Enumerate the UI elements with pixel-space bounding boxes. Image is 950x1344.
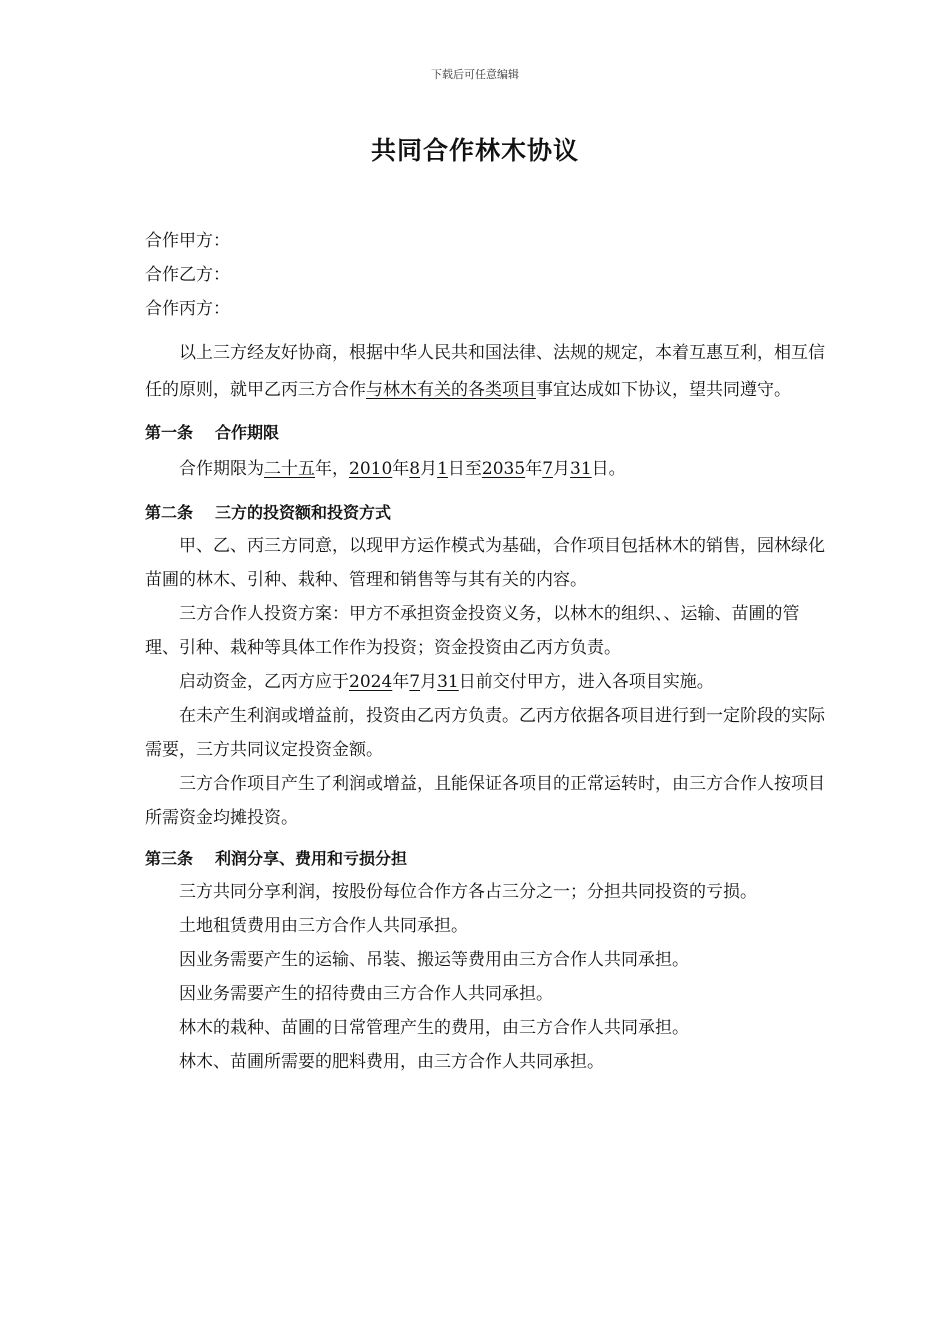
funding-day: 31	[437, 672, 459, 692]
term-text: 年	[525, 459, 543, 479]
article-2-heading	[145, 497, 825, 529]
intro-text-pre: 以上三方经友好协商，根据中华人民共和国法律、法规的规定，本着互惠互利，相互信任的原则，就甲乙丙三方合作	[145, 343, 825, 400]
intro-paragraph	[145, 335, 825, 409]
article-3-para-1: 三方共同分享利润，按股份每位合作方各占三分之一；分担共同投资的亏损。	[179, 882, 757, 902]
article-2-para-1: 甲、乙、丙三方同意，以现甲方运作模式为基础，合作项目包括林木的销售，园林绿化苗圃的林木、引种、栽种、管理和销售等与其有关的内容。	[145, 536, 825, 590]
article-2-para-4: 在未产生利润或增益前，投资由乙丙方负责。乙丙方依据各项目进行到一定阶段的实际需要，三方共同议定投资金额。	[145, 706, 825, 760]
term-end-year: 2035	[481, 459, 526, 479]
intro-text-post: 事宜达成如下协议，望共同遵守。	[536, 380, 791, 400]
article-3-para-6: 林木、苗圃所需要的肥料费用，由三方合作人共同承担。	[179, 1052, 604, 1072]
party-c-label: 合作丙方：	[145, 299, 230, 319]
funding-text: 日前交付甲方，进入各项目实施。	[458, 672, 714, 692]
article-3-para-4: 因业务需要产生的招待费由三方合作人共同承担。	[179, 984, 553, 1004]
term-start-day: 1	[437, 459, 448, 479]
intro-underlined-scope: 与林木有关的各类项目	[366, 380, 536, 400]
article-2-para-2: 三方合作人投资方案：甲方不承担资金投资义务，以林木的组织、、运输、苗圃的管理、引种、栽种等具体工作作为投资；资金投资由乙丙方负责。	[145, 604, 800, 658]
document-body	[145, 224, 825, 1079]
article-3-heading	[145, 843, 825, 875]
term-years: 二十五	[264, 459, 315, 479]
party-b-label: 合作乙方：	[145, 265, 230, 285]
article-3-number: 第三条	[145, 849, 194, 868]
party-a-label: 合作甲方：	[145, 231, 230, 251]
article-2-number: 第二条	[145, 503, 194, 522]
article-2-title: 三方的投资额和投资方式	[215, 503, 392, 522]
article-1-term	[145, 449, 825, 489]
term-text: 年	[392, 459, 410, 479]
article-2-para-5: 三方合作项目产生了利润或增益，且能保证各项目的正常运转时，由三方合作人按项目所需资金均摊投资。	[145, 774, 825, 828]
term-text: 日。	[591, 459, 626, 479]
term-text: 年，	[315, 459, 349, 479]
funding-text: 年	[392, 672, 410, 692]
term-end-day: 31	[570, 459, 592, 479]
term-end-month: 7	[542, 459, 554, 479]
article-3-para-5: 林木的栽种、苗圃的日常管理产生的费用，由三方合作人共同承担。	[179, 1018, 689, 1038]
article-3-para-2: 土地租赁费用由三方合作人共同承担。	[179, 916, 468, 936]
article-2-para-3	[145, 665, 825, 699]
funding-text: 启动资金，乙丙方应于	[179, 672, 349, 692]
term-text: 月	[420, 459, 438, 479]
term-text: 合作期限为	[179, 459, 264, 479]
term-text: 月	[553, 459, 571, 479]
document-title: 共同合作林木协议	[370, 136, 579, 165]
article-1-heading	[145, 417, 825, 449]
term-start-month: 8	[409, 459, 421, 479]
article-1-title: 合作期限	[215, 423, 280, 442]
article-1-number: 第一条	[145, 423, 194, 442]
funding-year: 2024	[349, 672, 393, 692]
funding-month: 7	[409, 672, 421, 692]
header-note: 下载后可任意编辑	[431, 68, 519, 81]
term-start-year: 2010	[349, 459, 393, 479]
term-text: 日至	[447, 459, 482, 479]
funding-text: 月	[420, 672, 438, 692]
article-3-title: 利润分享、费用和亏损分担	[215, 849, 408, 868]
article-3-para-3: 因业务需要产生的运输、吊装、搬运等费用由三方合作人共同承担。	[179, 950, 689, 970]
